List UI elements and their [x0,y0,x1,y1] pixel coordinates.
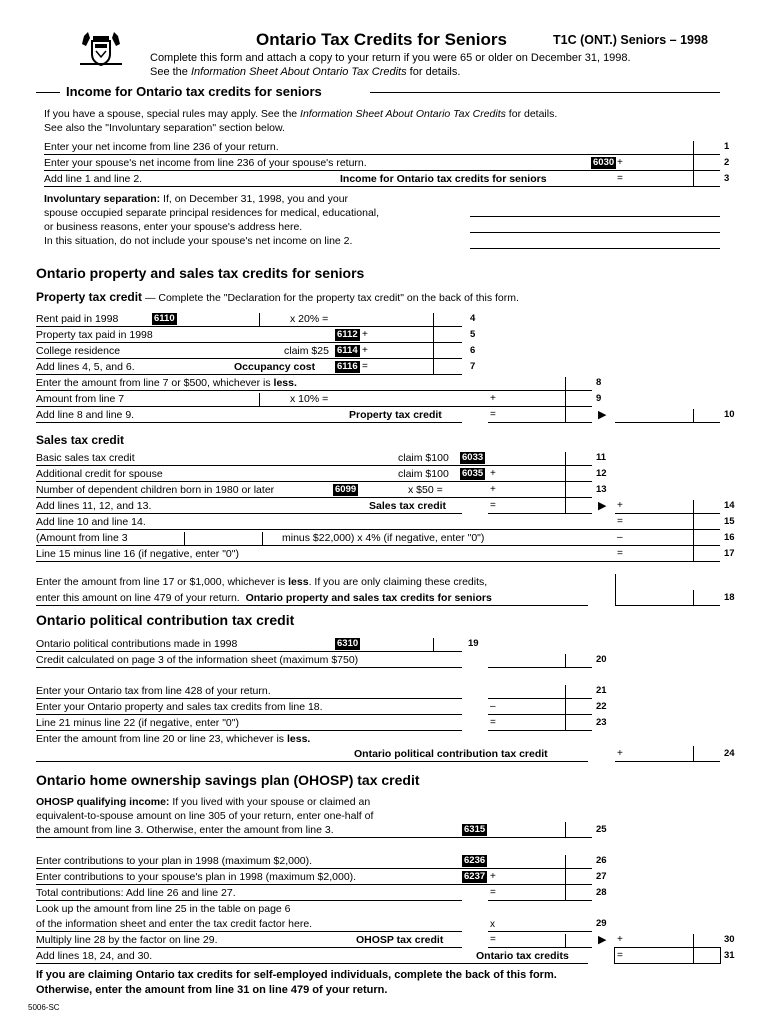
ontario-logo [78,30,124,68]
info-sheet-title: Information Sheet About Ontario Tax Credits [300,108,506,120]
plus-sign: + [617,934,623,945]
political-credit-label: Ontario political contribution tax credit [354,748,548,760]
line-number-21: 21 [596,685,607,696]
rule [615,605,720,606]
income-note-2: See also the "Involuntary separation" section below. [44,122,285,134]
rule [36,698,462,699]
divider [565,822,566,837]
line-number-18: 18 [724,592,735,603]
ohosp-credit-label: OHOSP tax credit [356,934,444,946]
ohosp-q-line-3: the amount from line 3. Otherwise, enter the amount from line 3. [36,824,334,836]
rule [36,481,592,482]
equals-sign: = [490,500,496,511]
divider [259,393,260,406]
line-12-claim: claim $100 [398,468,449,480]
ohosp-q-text: If you lived with your spouse or claimed an [169,796,371,808]
code-6114: 6114 [337,345,358,356]
rule [44,170,720,171]
line-2-amount-field[interactable] [628,156,695,171]
rule [36,529,720,530]
sales-tax-credit-label: Sales tax credit [369,500,447,512]
rule [488,714,592,715]
divider [693,746,694,761]
line-1-label: Enter your net income from line 236 of your return. [44,141,279,153]
divider [565,685,566,730]
rule [615,761,720,762]
line-24-label [36,733,310,745]
rule [36,422,462,423]
ohosp-q-title: OHOSP qualifying income: [36,796,170,808]
divider [693,934,694,947]
line-3-amount-field[interactable] [628,172,695,187]
less-emphasis: less [288,576,309,588]
rule [488,931,592,932]
line-13-calc: x $50 = [408,484,443,496]
rule [36,326,462,327]
plus-sign: + [490,393,496,404]
minus-sign: – [617,532,623,543]
divider [262,532,263,545]
ohosp-q-line-2: equivalent-to-spouse amount on line 305 of your return, enter one-half of [36,810,374,822]
footer-note-2: Otherwise, enter the amount from line 31 on line 479 of your return. [36,984,388,996]
rule [36,497,592,498]
property-sales-heading: Ontario property and sales tax credits for seniors [36,265,365,281]
line-number-11: 11 [596,452,607,463]
rule [36,342,462,343]
rule [36,406,592,407]
line-18-text: . If you are only claiming these credits, [308,576,488,588]
rule [44,186,720,187]
equals-sign: = [490,717,496,728]
line-3-label: Add line 1 and line 2. [44,173,143,185]
line-number-25: 25 [596,824,607,835]
minus-sign: – [490,701,496,712]
code-6035: 6035 [462,468,484,479]
line-9-calc: x 10% = [290,393,329,405]
rule [36,947,462,948]
line-number-31: 31 [724,950,735,961]
divider [693,590,694,605]
ohosp-qualifying-title [36,796,370,808]
line-14-label: Add lines 11, 12, and 13. [36,500,152,512]
rule [36,513,462,514]
line-31-label: Add lines 18, 24, and 30. [36,950,153,962]
line-number-22: 22 [596,701,607,712]
divider [565,855,566,900]
instruction-line-1: Complete this form and attach a copy to your return if you were 65 or older on December 31, 1998. [150,52,631,64]
line-number-15: 15 [724,516,735,527]
plus-sign: + [490,484,496,495]
rule [36,545,720,546]
code-6236: 6236 [464,855,486,866]
income-note-1 [44,108,557,120]
line-24-text: Enter the amount from line 20 or line 23, whichever is [36,733,287,745]
form-code: 5006-SC [28,1003,60,1012]
instruction-line-2 [150,66,460,78]
divider [693,500,694,561]
property-tax-credit-title [36,290,519,304]
rule [36,900,462,901]
ohosp-heading: Ontario home ownership savings plan (OHOSP) tax credit [36,772,420,788]
line-2-label: Enter your spouse's net income from line 236 of your spouse's return. [44,157,367,169]
line-22-label: Enter your Ontario property and sales tax credits from line 18. [36,701,323,713]
divider [565,377,566,422]
line-1-amount-field[interactable] [613,140,695,155]
ptc-subtitle: — Complete the "Declaration for the property tax credit" on the back of this form. [142,292,519,304]
invol-line-2: spouse occupied separate principal residences for medical, educational, [44,207,380,219]
line-6-label: College residence [36,345,121,357]
divider [565,654,566,667]
rule [488,422,592,423]
plus-sign: + [490,871,496,882]
line-18-label-b [36,592,492,604]
equals-sign: = [617,173,623,184]
plus-sign: + [617,500,623,511]
code-6116: 6116 [337,361,358,372]
line-8-label [36,377,297,389]
occupancy-cost-label: Occupancy cost [234,361,316,373]
income-box-top-left [36,92,60,93]
instruction-text: for details. [406,66,461,78]
line-number-29: 29 [596,918,607,929]
line-3-title: Income for Ontario tax credits for seniors [340,173,547,185]
divider [615,574,616,605]
line-23-label: Line 21 minus line 22 (if negative, enter "0") [36,717,239,729]
form-id: T1C (ONT.) Seniors – 1998 [553,33,708,47]
code-6112: 6112 [337,329,358,340]
ptc-title: Property tax credit [36,290,143,304]
rule [36,714,462,715]
rule [488,730,592,731]
arrow-icon: ▶ [598,409,607,421]
line-number-19: 19 [468,638,479,649]
plus-sign: + [617,157,623,168]
less-emphasis: less. [273,377,297,389]
line-number-2: 2 [724,157,730,168]
rule [36,390,592,391]
property-sales-credit-label: Ontario property and sales tax credits for seniors [245,592,492,604]
line-12-label: Additional credit for spouse [36,468,163,480]
footer-note-1: If you are claiming Ontario tax credits for self-employed individuals, complete the back of this form. [36,969,557,981]
line-16-label-a: (Amount from line 3 [36,532,128,544]
rule [36,358,462,359]
line-30-label: Multiply line 28 by the factor on line 29. [36,934,218,946]
rule [488,947,592,948]
line-number-5: 5 [470,329,476,340]
line-number-7: 7 [470,361,476,372]
line-29-label-a: Look up the amount from line 25 in the table on page 6 [36,903,291,915]
line-number-8: 8 [596,377,602,388]
equals-sign: = [490,409,496,420]
line-11-label: Basic sales tax credit [36,452,135,464]
rule [36,561,720,562]
line-7-label: Add lines 4, 5, and 6. [36,361,135,373]
spouse-address-line-1[interactable] [470,216,720,217]
code-6310: 6310 [337,638,359,649]
line-15-label: Add line 10 and line 14. [36,516,146,528]
income-box-top-right [370,92,720,93]
spouse-address-line-2[interactable] [470,232,720,233]
line-18-text: Enter the amount from line 17 or $1,000, whichever is [36,576,289,588]
note-text: for details. [505,108,558,120]
line-number-23: 23 [596,717,607,728]
line-13-label: Number of dependent children born in 1980 or later [36,484,275,496]
divider [565,934,566,947]
line-11-claim: claim $100 [398,452,449,464]
rule [36,868,592,869]
line-29-label-b: of the information sheet and enter the tax credit factor here. [36,918,313,930]
line-5-label: Property tax paid in 1998 [36,329,153,341]
equals-sign: = [490,887,496,898]
line-number-1: 1 [724,141,730,152]
line-number-28: 28 [596,887,607,898]
arrow-icon: ▶ [598,934,607,946]
less-emphasis: less. [286,733,311,745]
rule [488,698,592,699]
line-number-27: 27 [596,871,607,882]
code-6030: 6030 [593,157,615,168]
rule [36,374,462,375]
divider [184,532,185,545]
equals-sign: = [490,934,496,945]
rule [36,605,588,606]
line-number-4: 4 [470,313,476,324]
code-6110: 6110 [154,313,175,324]
divider [565,452,566,513]
line-number-20: 20 [596,654,607,665]
line-17-label: Line 15 minus line 16 (if negative, enter "0") [36,548,239,560]
line-16-label-b: minus $22,000) x 4% (if negative, enter "0") [282,532,485,544]
line-number-6: 6 [470,345,476,356]
line-number-13: 13 [596,484,607,495]
rule [36,730,462,731]
line-18-label-a [36,576,487,588]
invol-line-4: In this situation, do not include your spouse's net income on line 2. [44,235,353,247]
line-number-12: 12 [596,468,607,479]
line-21-label: Enter your Ontario tax from line 428 of your return. [36,685,271,697]
line-4-label: Rent paid in 1998 [36,313,119,325]
line-19-label: Ontario political contributions made in 1998 [36,638,238,650]
spouse-address-line-3[interactable] [470,248,720,249]
line-8-text: Enter the amount from line 7 or $500, whichever is [36,377,274,389]
line-number-24: 24 [724,748,735,759]
code-6315: 6315 [464,824,486,835]
note-text: If you have a spouse, special rules may apply. See the [44,108,301,120]
rule [615,513,720,514]
line-18-text: enter this amount on line 479 of your return. [36,592,240,604]
rule [36,884,592,885]
plus-sign: + [617,748,623,759]
rule [488,513,592,514]
political-heading: Ontario political contribution tax credit [36,612,295,628]
line-number-9: 9 [596,393,602,404]
line-20-label: Credit calculated on page 3 of the information sheet (maximum $750) [36,654,359,666]
divider [433,313,434,374]
line-number-14: 14 [724,500,735,511]
line-number-30: 30 [724,934,735,945]
line-28-label: Total contributions: Add line 26 and line 27. [36,887,236,899]
times-sign: x [490,919,495,930]
invol-line-3: or business reasons, enter your spouse's address here. [44,221,303,233]
invol-text: If, on December 31, 1998, you and your [160,193,349,205]
plus-sign: + [362,329,368,340]
rule [36,667,462,668]
ontario-tax-credits-label: Ontario tax credits [476,950,569,962]
equals-sign: = [362,361,368,372]
equals-sign: = [617,950,623,961]
rule [488,900,592,901]
line-number-16: 16 [724,532,735,543]
line-10-label: Add line 8 and line 9. [36,409,135,421]
line-number-3: 3 [724,173,730,184]
info-sheet-title: Information Sheet About Ontario Tax Credits [190,66,407,78]
line-31-total-box[interactable] [614,947,721,964]
rule [36,931,462,932]
property-tax-credit-label: Property tax credit [349,409,442,421]
rule [36,837,592,838]
arrow-icon: ▶ [598,500,607,512]
rule [36,465,592,466]
code-6099: 6099 [335,484,357,495]
line-number-10: 10 [724,409,735,420]
equals-sign: = [617,548,623,559]
code-6237: 6237 [464,871,486,882]
code-6033: 6033 [462,452,484,463]
line-number-26: 26 [596,855,607,866]
line-6-claim: claim $25 [284,345,329,357]
divider [259,313,260,326]
rule [36,651,462,652]
line-4-calc: x 20% = [290,313,329,325]
rule [488,667,592,668]
form-title: Ontario Tax Credits for Seniors [256,30,507,49]
income-heading: Income for Ontario tax credits for seniors [66,84,322,99]
line-number-17: 17 [724,548,735,559]
rule [615,422,720,423]
rule [36,963,588,964]
line-9-label: Amount from line 7 [36,393,125,405]
instruction-text: See the [150,66,191,78]
plus-sign: + [362,345,368,356]
divider [433,638,434,651]
divider [693,947,694,963]
sales-tax-credit-title: Sales tax credit [36,433,125,447]
line-26-label: Enter contributions to your plan in 1998 (maximum $2,000). [36,855,313,867]
rule [36,761,588,762]
involuntary-separation-title [44,193,348,205]
line-27-label: Enter contributions to your spouse's plan in 1998 (maximum $2,000). [36,871,357,883]
divider [693,409,694,422]
plus-sign: + [490,468,496,479]
equals-sign: = [617,516,623,527]
invol-title: Involuntary separation: [44,193,161,205]
